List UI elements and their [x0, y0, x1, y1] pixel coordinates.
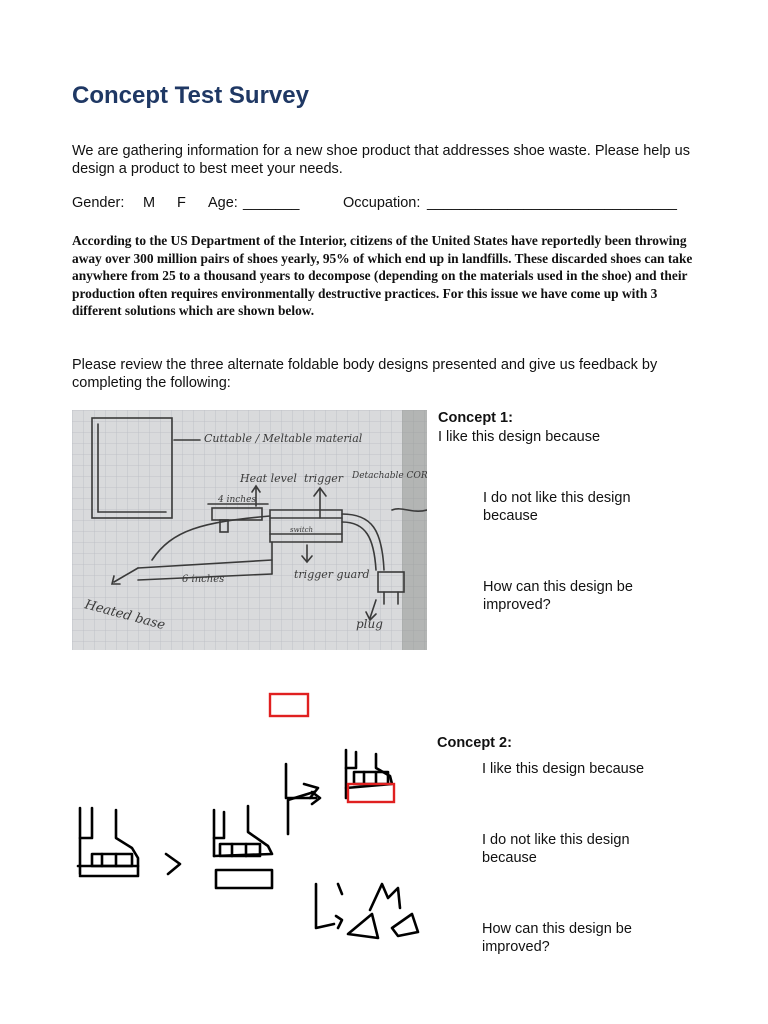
review-instructions: Please review the three alternate foldable body designs presented and give us feedback by completing the following: [72, 357, 658, 391]
age-label: Age: [208, 195, 238, 211]
concept1-sketch-photo [72, 410, 427, 650]
concept2-dislike-prompt: I do not like this design because [482, 832, 630, 866]
gender-option-f[interactable]: F [177, 195, 186, 211]
concept2-improve-prompt: How can this design be improved? [482, 921, 632, 955]
occupation-label: Occupation: [343, 195, 421, 211]
occupation-field[interactable]: _______________________________ [427, 195, 677, 211]
sketch-note-trigger: trigger [304, 472, 344, 485]
concept1-like-prompt: I like this design because [438, 429, 601, 445]
sketch-note-material: Cuttable / Meltable material [204, 432, 363, 445]
concept2-like-prompt: I like this design because [482, 761, 645, 777]
demographics-row [72, 195, 712, 215]
concept2-sketch [72, 688, 427, 950]
sketch-note-heat-level: Heat level [240, 472, 297, 485]
gender-label: Gender: [72, 195, 125, 211]
sketch-note-plug: plug [356, 617, 383, 631]
concept1-label: Concept 1: [438, 410, 513, 426]
sketch-note-6-inches: 6 inches [182, 574, 225, 585]
gender-option-m[interactable]: M [143, 195, 156, 211]
concept1-dislike-prompt: I do not like this design because [483, 490, 631, 524]
sketch-note-4-inches: 4 inches [218, 495, 257, 505]
intro-paragraph: We are gathering information for a new shoe product that addresses shoe waste. Please help us design a product to best meet your needs. [72, 143, 690, 177]
sketch-note-cord: Detachable CORD [352, 471, 427, 481]
background-paragraph: According to the US Department of the Interior, citizens of the United States have reportedly been throwing away over 300 million pairs of shoes yearly, 95% of which end up in landfills. These discarded shoes can take anywhere from 25 to a thousand years to decompose (depending on the materials used in the shoe) and their production often requires environmentally destructive practices. For this issue we have come up with 3 different solutions which are shown below. [72, 233, 693, 319]
sketch-note-switch: switch [290, 526, 314, 534]
concept1-improve-prompt: How can this design be improved? [483, 579, 633, 613]
sketch-note-heated-base: Heated base [82, 597, 167, 634]
age-field[interactable]: _______ [243, 195, 300, 211]
concept2-label: Concept 2: [437, 735, 512, 751]
page-title: Concept Test Survey [72, 82, 309, 109]
sketch-note-trigger-guard: trigger guard [294, 568, 370, 581]
